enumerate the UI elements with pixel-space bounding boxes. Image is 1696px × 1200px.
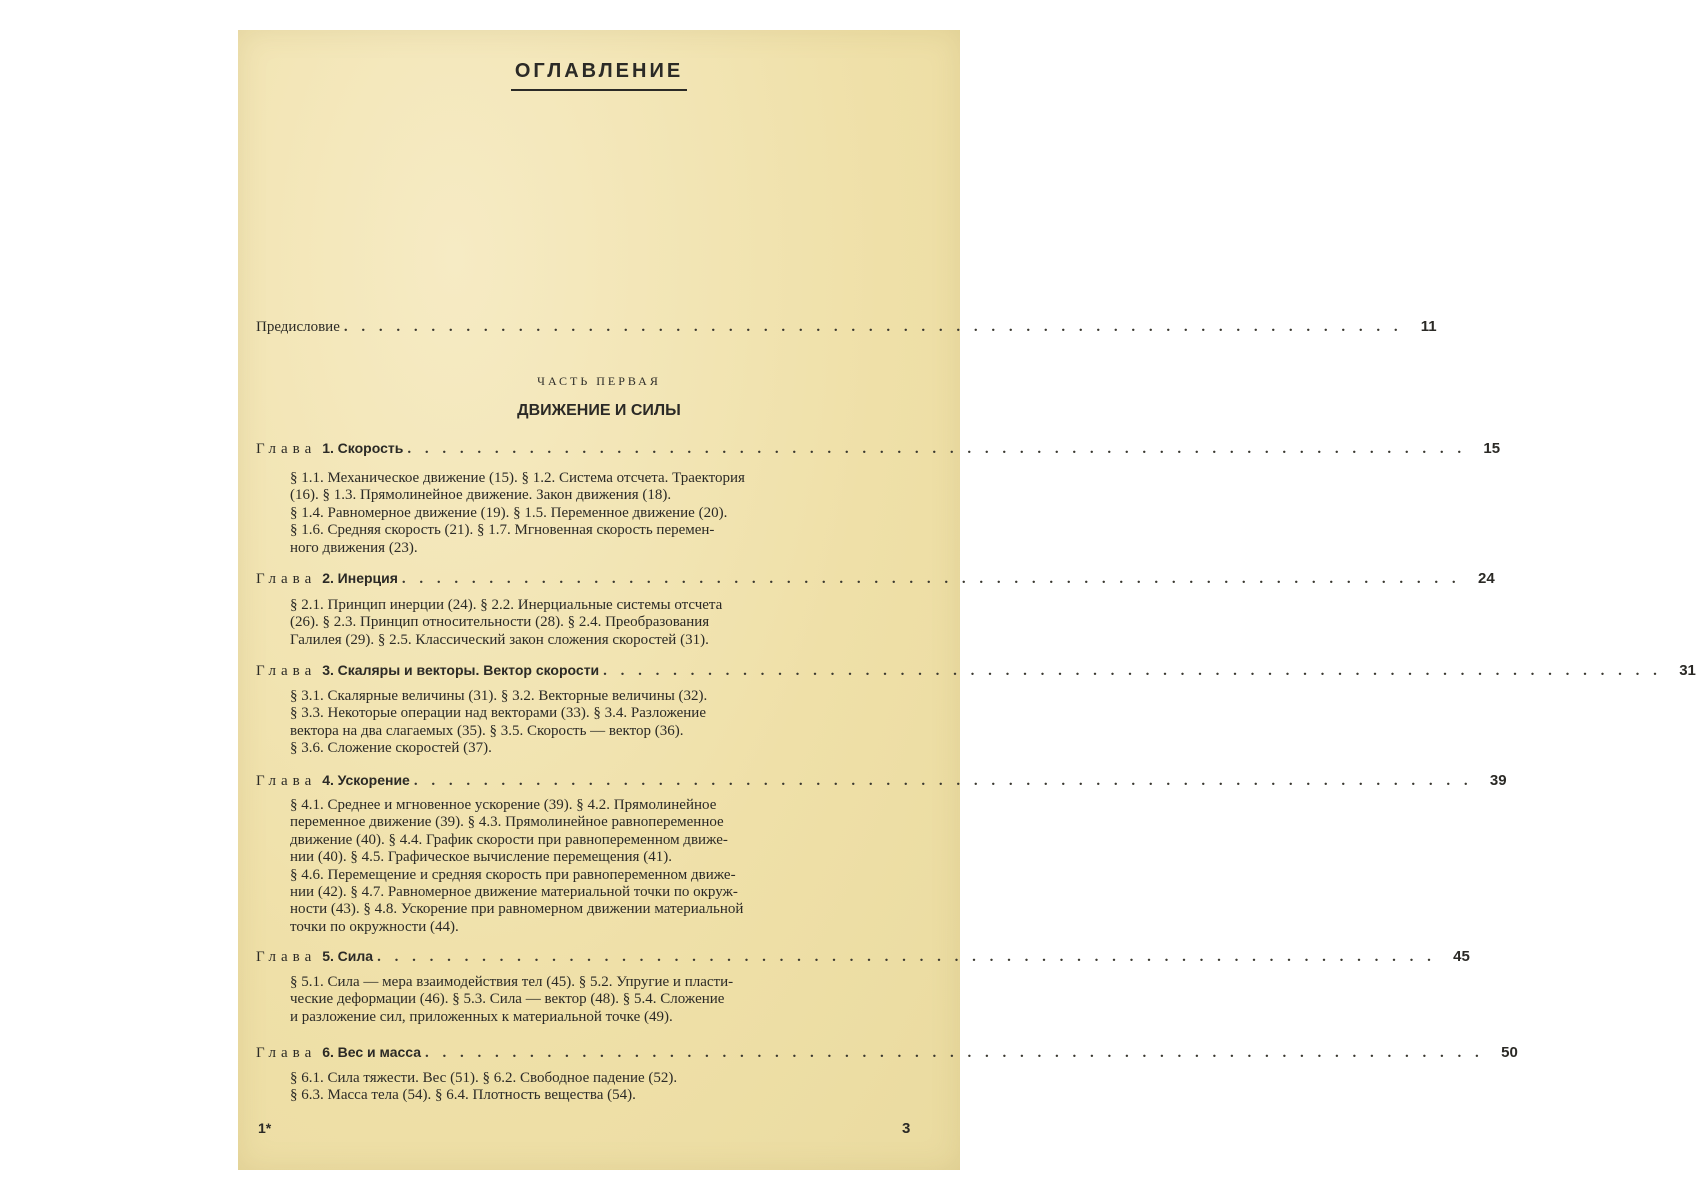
chapter-entry <box>256 662 1696 680</box>
dot-leader: . . . . . . . . . . . . . . . . . . . . . . . . . . . . . . . . . . . . . . . . . . . . . . . . . . . . . . . . . . . . . <box>407 441 1467 457</box>
chapter-prefix: Глава <box>256 773 317 789</box>
dot-leader: . . . . . . . . . . . . . . . . . . . . . . . . . . . . . . . . . . . . . . . . . . . . . . . . . . . . . . . . . . . . . <box>401 571 1461 587</box>
book-page <box>238 30 1696 1170</box>
section-line: § 4.6. Перемещение и средняя скорость при равнопеременном движе- <box>290 866 736 883</box>
section-line: движение (40). § 4.4. График скорости при равнопеременном движе- <box>290 831 728 848</box>
preface-page: 11 <box>1420 318 1437 335</box>
section-line: § 1.4. Равномерное движение (19). § 1.5. Переменное движение (20). <box>290 504 728 521</box>
chapter-entry <box>256 772 1507 790</box>
chapter-page: 45 <box>1453 948 1470 965</box>
chapter-title: Скаляры и векторы. Вектор скорости <box>337 662 600 678</box>
chapter-sections <box>290 797 866 936</box>
chapter-prefix: Глава <box>256 663 317 679</box>
section-line: § 6.3. Масса тела (54). § 6.4. Плотность вещества (54). <box>290 1087 636 1104</box>
section-line: ного движения (23). <box>290 539 418 556</box>
chapter-sections <box>290 470 866 557</box>
dot-leader: . . . . . . . . . . . . . . . . . . . . . . . . . . . . . . . . . . . . . . . . . . . . . . . . . . . . . . . . . . . . . <box>603 663 1662 679</box>
section-line: § 3.3. Некоторые операции над векторами (33). § 3.4. Разложение <box>290 705 706 722</box>
page-number: 3 <box>902 1120 911 1137</box>
chapter-prefix: Глава <box>256 949 317 965</box>
chapter-title: Скорость <box>337 440 404 456</box>
section-line: § 3.1. Скалярные величины (31). § 3.2. Векторные величины (32). <box>290 688 708 704</box>
chapter-sections <box>290 597 866 649</box>
chapter-sections <box>290 1070 866 1105</box>
section-line: вектора на два слагаемых (35). § 3.5. Скорость — вектор (36). <box>290 722 684 739</box>
chapter-entry <box>256 948 1470 966</box>
chapter-number: 1. <box>322 440 334 456</box>
section-line: § 4.1. Среднее и мгновенное ускорение (39). § 4.2. Прямолинейное <box>290 797 717 813</box>
dot-leader: . . . . . . . . . . . . . . . . . . . . . . . . . . . . . . . . . . . . . . . . . . . . . . . . . . . . . . . . . . . . . <box>413 773 1473 789</box>
chapter-number: 2. <box>322 570 334 586</box>
chapter-number: 6. <box>322 1044 334 1060</box>
chapter-number: 3. <box>322 662 334 678</box>
part-title: ДВИЖЕНИЕ И СИЛЫ <box>517 402 681 419</box>
chapter-title: Сила <box>337 948 374 964</box>
section-line: и разложение сил, приложенных к материальной точке (49). <box>290 1008 673 1025</box>
section-line: § 2.1. Принцип инерции (24). § 2.2. Инерциальные системы отсчета <box>290 597 723 613</box>
section-line: ности (43). § 4.8. Ускорение при равномерном движении материальной <box>290 901 744 918</box>
chapter-title: Вес и масса <box>337 1044 422 1060</box>
chapter-sections <box>290 688 866 758</box>
part-label: ЧАСТЬ ПЕРВАЯ <box>537 374 661 388</box>
signature-mark: 1* <box>258 1120 272 1136</box>
chapter-entry <box>256 570 1495 588</box>
chapter-page: 24 <box>1477 570 1495 587</box>
chapter-entry <box>256 440 1501 458</box>
chapter-sections <box>290 974 866 1026</box>
section-line: (26). § 2.3. Принцип относительности (28). § 2.4. Преобразования <box>290 614 710 631</box>
dot-leader: . . . . . . . . . . . . . . . . . . . . . . . . . . . . . . . . . . . . . . . . . . . . . . . . . . . . . . . . . . . . . <box>343 319 1403 335</box>
preface-label: Предисловие <box>256 319 340 335</box>
section-line: переменное движение (39). § 4.3. Прямолинейное равнопеременное <box>290 814 724 831</box>
section-line: точки по окружности (44). <box>290 918 459 935</box>
section-line: Галилея (29). § 2.5. Классический закон сложения скоростей (31). <box>290 631 709 648</box>
chapter-number: 4. <box>322 772 334 788</box>
section-line: § 3.6. Сложение скоростей (37). <box>290 740 492 757</box>
chapter-entry <box>256 1044 1518 1062</box>
section-line: § 6.1. Сила тяжести. Вес (51). § 6.2. Свободное падение (52). <box>290 1070 678 1086</box>
section-line: нии (40). § 4.5. Графическое вычисление перемещения (41). <box>290 849 672 866</box>
section-line: § 5.1. Сила — мера взаимодействия тел (45). § 5.2. Упругие и пласти- <box>290 974 734 990</box>
preface-entry <box>256 318 1437 336</box>
chapter-title: Инерция <box>337 570 398 586</box>
chapter-page: 50 <box>1501 1044 1518 1061</box>
section-line: § 1.1. Механическое движение (15). § 1.2. Система отсчета. Траектория <box>290 470 745 486</box>
chapter-number: 5. <box>322 948 334 964</box>
chapter-page: 31 <box>1679 662 1696 679</box>
section-line: § 1.6. Средняя скорость (21). § 1.7. Мгновенная скорость перемен- <box>290 522 715 539</box>
section-line: нии (42). § 4.7. Равномерное движение материальной точки по окруж- <box>290 884 738 901</box>
chapter-prefix: Глава <box>256 441 317 457</box>
section-line: (16). § 1.3. Прямолинейное движение. Закон движения (18). <box>290 487 672 504</box>
chapter-prefix: Глава <box>256 1045 317 1061</box>
dot-leader: . . . . . . . . . . . . . . . . . . . . . . . . . . . . . . . . . . . . . . . . . . . . . . . . . . . . . . . . . . . . . <box>425 1045 1484 1061</box>
chapter-page: 39 <box>1489 772 1507 789</box>
section-line: ческие деформации (46). § 5.3. Сила — вектор (48). § 5.4. Сложение <box>290 991 725 1008</box>
page-title: ОГЛАВЛЕНИЕ <box>238 60 960 91</box>
chapter-prefix: Глава <box>256 571 317 587</box>
chapter-title: Ускорение <box>337 772 410 788</box>
chapter-page: 15 <box>1483 440 1501 457</box>
dot-leader: . . . . . . . . . . . . . . . . . . . . . . . . . . . . . . . . . . . . . . . . . . . . . . . . . . . . . . . . . . . . . <box>377 949 1436 965</box>
